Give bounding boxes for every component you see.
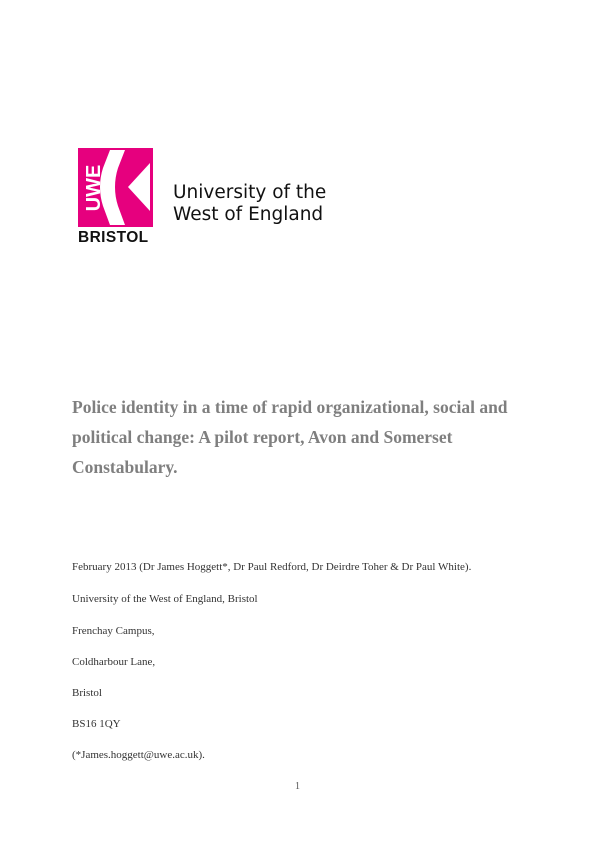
street: Coldharbour Lane, xyxy=(72,656,156,668)
title-line-1: Police identity in a time of rapid organizational, social and xyxy=(72,397,508,417)
date-authors: February 2013 (Dr James Hoggett*, Dr Paul Redford, Dr Deirdre Toher & Dr Paul White). xyxy=(72,561,472,573)
logo-university-line1: University of the xyxy=(173,182,327,203)
uwe-logo xyxy=(78,148,328,248)
contact-email: (*James.hoggett@uwe.ac.uk). xyxy=(72,749,205,761)
title-line-3: Constabulary. xyxy=(72,457,178,477)
institution: University of the West of England, Bristol xyxy=(72,593,258,605)
logo-university-line2: West of England xyxy=(173,204,324,225)
title-line-2: political change: A pilot report, Avon and Somerset xyxy=(72,427,453,447)
report-title xyxy=(72,392,532,482)
city: Bristol xyxy=(72,687,102,699)
logo-university-name xyxy=(173,182,326,226)
logo-bristol-text: BRISTOL xyxy=(78,229,149,246)
campus: Frenchay Campus, xyxy=(72,625,155,637)
uwe-mark-text: UWE xyxy=(83,164,105,212)
postcode: BS16 1QY xyxy=(72,718,121,730)
uwe-logo-mark xyxy=(78,148,153,227)
page-number: 1 xyxy=(295,781,300,792)
